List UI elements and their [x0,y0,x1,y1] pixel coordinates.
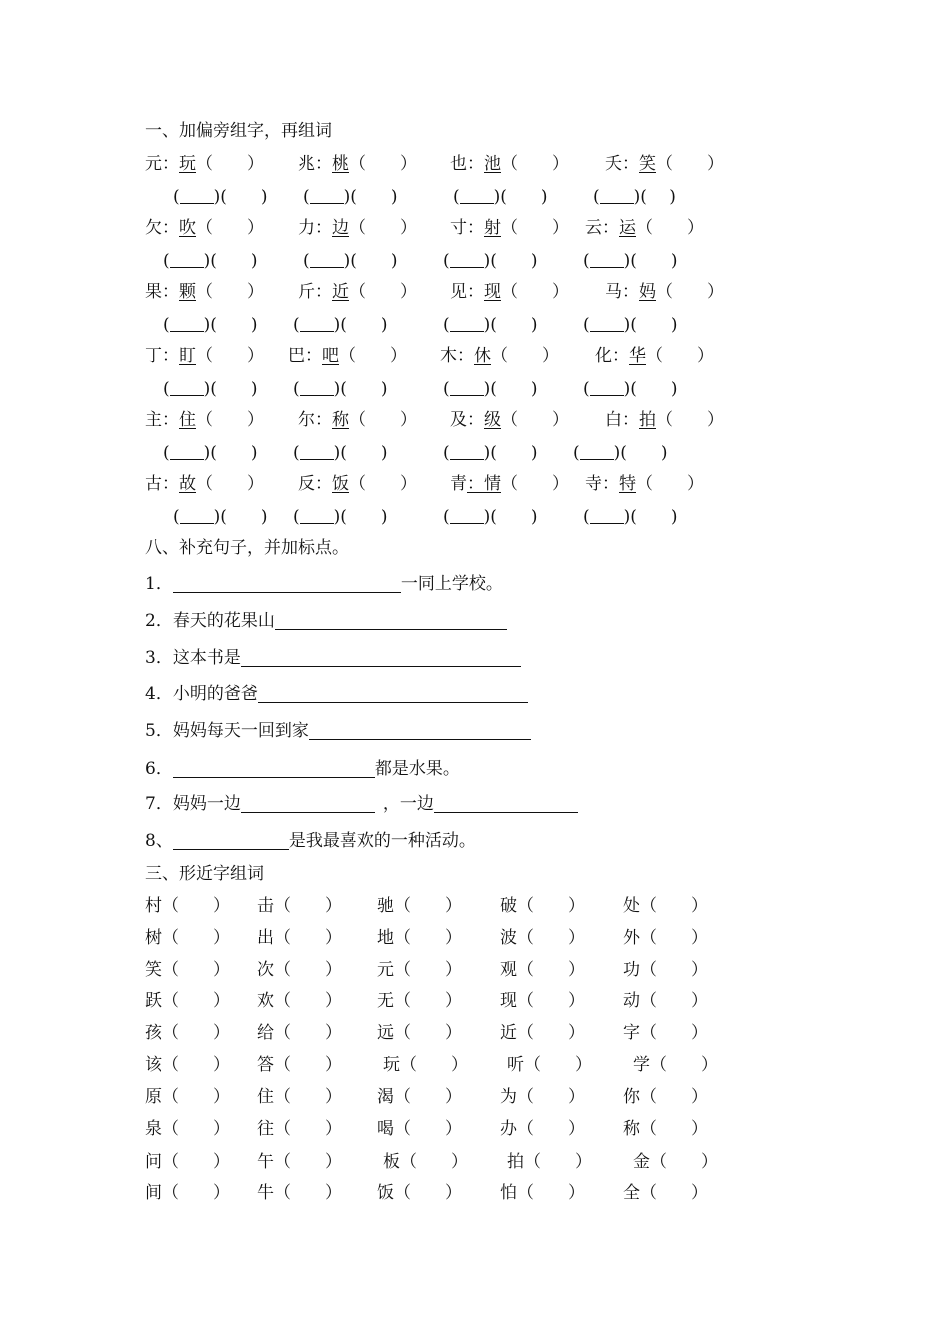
similar-char-item [145,1180,230,1206]
section1-title: 一、加偏旁组字，再组词 [145,121,332,141]
similar-char: 近 [500,1023,517,1043]
similar-char-item [145,1149,230,1175]
word-answer-paren[interactable]: （ ） [524,1055,592,1075]
similar-char-item [383,1149,468,1175]
similar-char: 元 [377,960,394,980]
similar-char-item [145,957,230,983]
similar-char-item [377,893,462,919]
similar-char-item [623,957,708,983]
similar-char-item [377,1084,462,1110]
answer-blank[interactable] [180,187,214,204]
word-answer-paren[interactable]: （ ） [517,896,585,916]
word-answer-paren[interactable]: （ ） [162,928,230,948]
similar-char-item [500,925,585,951]
word-answer-paren[interactable]: （ ） [162,1023,230,1043]
word-answer-paren[interactable]: （ ） [274,1152,342,1172]
sentence-text: 一同上学校。 [400,574,503,594]
sentence-number: 8、 [145,831,173,851]
word-answer-paren[interactable]: （ ） [274,991,342,1011]
sentence-fill-line[interactable] [173,759,375,778]
radical-base: 元 [145,154,162,174]
radical-base: 寸 [450,218,467,238]
formed-char: 近 [332,282,349,302]
similar-char-item [257,925,342,951]
word-answer-paren[interactable]: （ ） [650,1055,718,1075]
word-answer-paren[interactable]: （ ） [274,960,342,980]
word-answer-paren[interactable]: （ ） [274,1119,342,1139]
word-answer-paren[interactable]: （ ） [517,1119,585,1139]
radical-base: 夭 [605,154,622,174]
similar-char: 称 [623,1119,640,1139]
similar-char: 午 [257,1152,274,1172]
similar-char: 牛 [257,1183,274,1203]
similar-char-item [377,957,462,983]
section8-title: 八、补充句子，并加标点。 [145,538,349,558]
similar-char: 原 [145,1087,162,1107]
word-answer-paren[interactable]: （ ） [394,960,462,980]
similar-char-item [257,1180,342,1206]
similar-char-item [145,1116,230,1142]
formed-char: 吹 [179,218,196,238]
formed-char: 住 [179,410,196,430]
word-answer-paren[interactable]: （ ） [640,1183,708,1203]
word-answer-paren[interactable]: （ ） [394,991,462,1011]
formed-char: 饭 [332,474,349,494]
similar-char-item [383,1052,468,1078]
radical-base: 及 [450,410,467,430]
word-answer-paren[interactable]: （ ） [162,1119,230,1139]
word-answer-paren[interactable]: （ ） [394,1183,462,1203]
answer-blank[interactable] [300,379,334,396]
similar-char-item [623,1116,708,1142]
answer-blank[interactable] [450,507,484,524]
similar-char: 板 [383,1152,400,1172]
similar-char: 次 [257,960,274,980]
formed-char: 笑 [639,154,656,174]
word-answer-paren[interactable]: （ ） [162,1055,230,1075]
similar-char-item [623,893,708,919]
formed-char: 运 [619,218,636,238]
radical-base: 化 [595,346,612,366]
answer-blank[interactable] [300,315,334,332]
similar-char-item [145,1052,230,1078]
word-answer-paren[interactable]: （ ） [400,1055,468,1075]
similar-char-item [145,925,230,951]
radical-base: 欠 [145,218,162,238]
answer-blank[interactable] [450,251,484,268]
radical-base: 古 [145,474,162,494]
sentence-4 [145,681,528,707]
word-answer-paren[interactable]: （ ） [640,1119,708,1139]
similar-char: 全 [623,1183,640,1203]
sentence-1 [145,571,503,597]
similar-char: 孩 [145,1023,162,1043]
word-answer-paren[interactable]: （ ） [162,960,230,980]
answer-blank[interactable] [590,315,624,332]
formed-char: 特 [619,474,636,494]
formed-char: 盯 [179,346,196,366]
answer-blank[interactable] [450,315,484,332]
similar-char: 笑 [145,960,162,980]
similar-char-item [257,893,342,919]
similar-char: 字 [623,1023,640,1043]
formed-char: 拍 [639,410,656,430]
similar-char-item [145,1020,230,1046]
answer-blank[interactable] [310,187,344,204]
radical-base: 白 [605,410,622,430]
radical-base: 主 [145,410,162,430]
word-answer-paren[interactable]: （ ） [394,1087,462,1107]
answer-blank[interactable] [450,379,484,396]
similar-char: 波 [500,928,517,948]
radical-base: 也 [450,154,467,174]
word-answer-paren[interactable]: （ ） [274,928,342,948]
similar-char: 喝 [377,1119,394,1139]
similar-char: 跃 [145,991,162,1011]
similar-char: 现 [500,991,517,1011]
sentence-fill-line[interactable] [258,684,528,703]
radical-base: 斤 [298,282,315,302]
answer-blank[interactable] [590,379,624,396]
similar-char: 观 [500,960,517,980]
answer-blank[interactable] [590,507,624,524]
similar-char-item [623,925,708,951]
word-answer-paren[interactable]: （ ） [394,1119,462,1139]
word-answer-paren[interactable]: （ ） [274,1087,342,1107]
formed-char: 吧 [322,346,339,366]
word-answer-paren[interactable]: （ ） [517,1183,585,1203]
radical-base: 力 [298,218,315,238]
word-answer-paren[interactable]: （ ） [517,960,585,980]
sentence-number: 7． [145,794,173,814]
similar-char-item [257,1084,342,1110]
similar-char-item [257,1116,342,1142]
answer-blank[interactable] [600,187,634,204]
word-answer-paren[interactable]: （ ） [400,1152,468,1172]
similar-char: 无 [377,991,394,1011]
formed-char: 休 [474,346,491,366]
similar-char-item [500,1180,585,1206]
answer-blank[interactable] [300,443,334,460]
formed-char: 级 [484,410,501,430]
similar-char: 拍 [507,1152,524,1172]
similar-char-item [507,1052,592,1078]
similar-char: 该 [145,1055,162,1075]
similar-char: 你 [623,1087,640,1107]
similar-char: 金 [633,1152,650,1172]
similar-char: 功 [623,960,640,980]
word-answer-paren[interactable]: （ ） [517,991,585,1011]
sentence-2 [145,608,507,634]
answer-blank[interactable] [590,251,624,268]
word-answer-paren[interactable]: （ ） [162,1087,230,1107]
radical-base: 木 [440,346,457,366]
sentence-number: 1． [145,574,173,594]
word-answer-paren[interactable]: （ ） [640,896,708,916]
similar-char-item [145,1084,230,1110]
similar-char: 外 [623,928,640,948]
answer-blank[interactable] [580,443,614,460]
answer-blank[interactable] [300,507,334,524]
similar-char-item [500,957,585,983]
sentence-number: 2． [145,611,173,631]
similar-char-item [377,1116,462,1142]
formed-char: 边 [332,218,349,238]
similar-char-item [500,893,585,919]
similar-char-item [257,1149,342,1175]
answer-blank[interactable] [180,507,214,524]
formed-char: 情 [484,474,501,494]
sentence-number: 3． [145,648,173,668]
formed-char: 颗 [179,282,196,302]
radical-base: 见 [450,282,467,302]
section3-title: 三、形近字组词 [145,864,264,884]
similar-char-item [257,1020,342,1046]
answer-blank[interactable] [310,251,344,268]
sentence-fill-line[interactable] [434,794,578,813]
radical-base: 兆 [298,154,315,174]
answer-blank[interactable] [450,443,484,460]
word-answer-paren[interactable]: （ ） [640,928,708,948]
similar-char-item [377,1180,462,1206]
formed-char: 玩 [179,154,196,174]
word-answer-paren[interactable]: （ ） [517,1023,585,1043]
similar-char: 村 [145,896,162,916]
word-answer-paren[interactable]: （ ） [274,1055,342,1075]
formed-char: 现 [484,282,501,302]
similar-char: 怕 [500,1183,517,1203]
word-answer-paren[interactable]: （ ） [162,991,230,1011]
radical-base: 马 [605,282,622,302]
word-answer-paren[interactable]: （ ） [517,928,585,948]
sentence-6 [145,756,460,782]
radical-base: 巴 [288,346,305,366]
word-answer-paren[interactable]: （ ） [162,896,230,916]
worksheet-page: 一、加偏旁组字，再组词 元：玩（ ） 兆：桃（ ） 也：池（ ） 夭：笑（ ） ( )( ) ( )( ) ( )( ) ( )( ) 欠：吹（ ） 力：边（ ） 寸：射（ ） 云：运（ ） ( )( ) ( )( ) ( )( ) ( )( ) 果：颗（ ） 斤：近（ ） 见：现（ ） 马：妈（ ） ( )( ) ( )( ) ( )( ) ( )( ) 丁：盯（ ） 巴：吧（ ） 木：休（ ） 化：华（ ） ( )( ) ( )( ) ( )( ) ( )( ) 主：住（ ） 尔：称（ ） 及：级（ ） 白：拍（ ） ( )( ) ( )( ) ( )( ) ( )( ) 古：故（ ） 反：饭（ ） 青：情（ ） 寺：特（ ） ( )( ) ( )( ) ( )( ) ( )( ) 八、补充句子，并加标点。 1． 一同上学校。 2．春天的花果山 3．这本书是 4．小明的爸爸 5．妈妈每天一回到家 6． 都是水果。 7．妈妈一边 ，一边 8、 是我最喜欢的一种活动。 三、形近字组词 村（ ） 击（ ） 驰（ ） 破（ ） 处（ ） 树（ ） 出（ ） 地（ ） 波（ ） 外（ ） 笑（ ） 次（ ） 元（ ） 观（ ） 功（ ） 跃（ ） 欢（ ） 无（ ） 现（ ） 动（ ） 孩（ ） 给（ ） 远（ ） 近（ ） 字（ ） 该（ ） 答（ ） 玩（ ） 听（ ） 学（ ） 原（ ） 住（ ） 渴（ ） 为（ ） 你（ ） 泉（ ） 往（ ） 喝（ ） 办（ ） 称（ ） 问（ ） 午（ ） 板（ ） 拍（ ） 金（ ） 间（ ） 牛（ ） 饭（ ） 怕（ ） 全（ ） [0,0,950,1344]
similar-char: 给 [257,1023,274,1043]
sentence-fill-line[interactable] [241,648,521,667]
word-answer-paren[interactable]: （ ） [394,928,462,948]
similar-char: 饭 [377,1183,394,1203]
similar-char-item [623,1020,708,1046]
word-answer-paren[interactable]: （ ） [650,1152,718,1172]
word-answer-paren[interactable]: （ ） [640,960,708,980]
formed-char: 称 [332,410,349,430]
similar-char-item [145,893,230,919]
similar-char: 地 [377,928,394,948]
similar-char: 听 [507,1055,524,1075]
sentence-text: 这本书是 [172,648,241,668]
sentence-text: 春天的花果山 [172,611,275,631]
similar-char-item [623,1084,708,1110]
answer-blank[interactable] [170,251,204,268]
sentence-number: 4． [145,684,173,704]
similar-char-item [145,988,230,1014]
sentence-fill-line[interactable] [241,794,375,813]
word-answer-paren[interactable]: （ ） [640,1087,708,1107]
similar-char-item [623,988,708,1014]
sentence-fill-line[interactable] [309,721,531,740]
sentence-fill-line[interactable] [173,574,401,593]
similar-char-item [257,1052,342,1078]
sentence-7 [145,791,578,817]
similar-char-item [500,988,585,1014]
formed-char: 华 [629,346,646,366]
similar-char-item [500,1116,585,1142]
sentence-text: 妈妈每天一回到家 [172,721,309,741]
similar-char: 泉 [145,1119,162,1139]
similar-char-item [500,1084,585,1110]
sentence-3 [145,645,521,671]
sentence-text: 小明的爸爸 [172,684,258,704]
similar-char: 欢 [257,991,274,1011]
answer-blank[interactable] [170,315,204,332]
similar-char-item [257,957,342,983]
word-answer-paren[interactable]: （ ） [162,1152,230,1172]
similar-char: 远 [377,1023,394,1043]
sentence-fill-line[interactable] [275,611,507,630]
similar-char: 问 [145,1152,162,1172]
similar-char: 处 [623,896,640,916]
sentence-5 [145,718,531,744]
similar-char: 动 [623,991,640,1011]
sentence-number: 6． [145,759,173,779]
sentence-fill-line[interactable] [173,831,289,850]
similar-char-item [623,1180,708,1206]
similar-char: 破 [500,896,517,916]
word-answer-paren[interactable]: （ ） [274,896,342,916]
similar-char: 答 [257,1055,274,1075]
sentence-8 [145,828,476,854]
similar-char-item [633,1052,718,1078]
radical-base: 云 [585,218,602,238]
similar-char: 树 [145,928,162,948]
answer-blank[interactable] [170,379,204,396]
similar-char-item [507,1149,592,1175]
radical-base: 丁 [145,346,162,366]
answer-blank[interactable] [460,187,494,204]
radical-base: 青 [450,474,467,494]
similar-char-item [377,1020,462,1046]
radical-base: 尔 [298,410,315,430]
word-answer-paren[interactable]: （ ） [517,1087,585,1107]
similar-char: 住 [257,1087,274,1107]
word-answer-paren[interactable]: （ ） [162,1183,230,1203]
formed-char: 池 [484,154,501,174]
radical-base: 反 [298,474,315,494]
similar-char: 击 [257,896,274,916]
similar-char: 学 [633,1055,650,1075]
similar-char: 为 [500,1087,517,1107]
similar-char: 玩 [383,1055,400,1075]
similar-char-item [633,1149,718,1175]
formed-char: 射 [484,218,501,238]
similar-char-item [500,1020,585,1046]
similar-char: 出 [257,928,274,948]
similar-char-item [257,988,342,1014]
word-answer-paren[interactable]: （ ） [640,1023,708,1043]
similar-char-item [377,925,462,951]
sentence-number: 5． [145,721,173,741]
similar-char: 往 [257,1119,274,1139]
formed-char: 妈 [639,282,656,302]
radical-base: 果 [145,282,162,302]
similar-char: 办 [500,1119,517,1139]
radical-base: 寺 [585,474,602,494]
similar-char-item [377,988,462,1014]
similar-char: 间 [145,1183,162,1203]
word-answer-paren[interactable]: （ ） [394,1023,462,1043]
formed-char: 故 [179,474,196,494]
word-answer-paren[interactable]: （ ） [640,991,708,1011]
word-answer-paren[interactable]: （ ） [394,896,462,916]
similar-char: 渴 [377,1087,394,1107]
word-answer-paren[interactable]: （ ） [274,1183,342,1203]
word-answer-paren[interactable]: （ ） [524,1152,592,1172]
answer-blank[interactable] [170,443,204,460]
similar-char: 驰 [377,896,394,916]
sentence-text: ，一边 [382,794,434,814]
sentence-text: 妈妈一边 [172,794,241,814]
sentence-text: 都是水果。 [374,759,460,779]
word-answer-paren[interactable]: （ ） [274,1023,342,1043]
formed-char: 桃 [332,154,349,174]
sentence-text: 是我最喜欢的一种活动。 [288,831,476,851]
